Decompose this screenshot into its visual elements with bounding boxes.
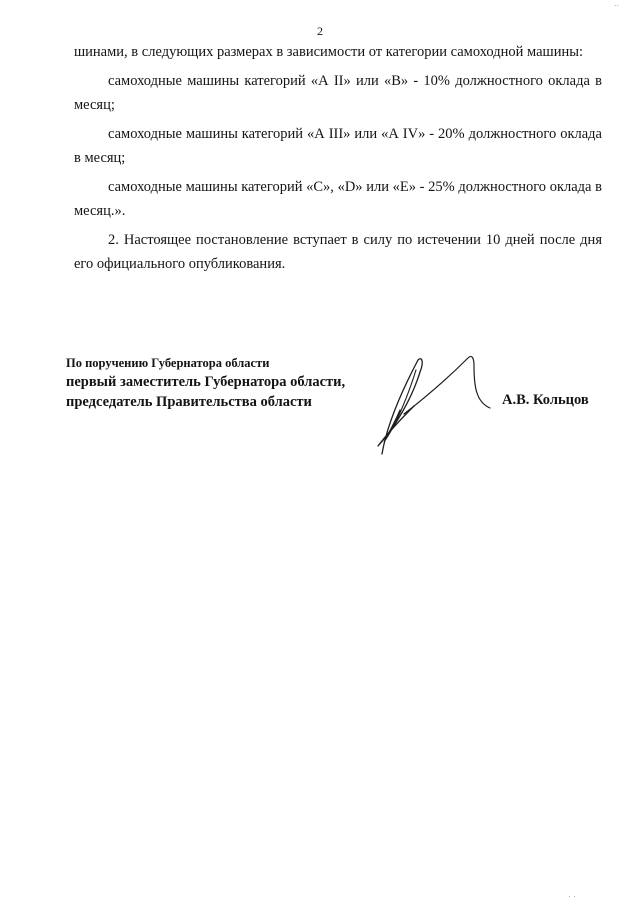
signature-stroke-inner <box>384 370 416 442</box>
signer-name: А.В. Кольцов <box>502 392 589 408</box>
scan-mark-top: .. <box>614 0 620 8</box>
document-body <box>74 40 602 277</box>
paragraph-category-a2-b: самоходные машины категорий «А II» или «В» - 10% должностного оклада в месяц; <box>74 72 602 113</box>
page-number: 2 <box>317 24 323 38</box>
signature-stroke-tail <box>404 356 490 414</box>
signer-position-2: председатель Правительства области <box>66 394 312 410</box>
scan-mark-bottom: . . <box>568 890 576 899</box>
signature-block <box>66 355 386 412</box>
paragraph-category-c-d-e: самоходные машины категорий «С», «D» или «Е» - 25% должностного оклада в месяц.». <box>74 178 602 219</box>
paragraph-effective-date: 2. Настоящее постановление вступает в силу по истечении 10 дней после дня его официального опубликования. <box>74 231 602 272</box>
paragraph-category-a3-a4: самоходные машины категорий «А III» или «А IV» - 20% должностного оклада в месяц; <box>74 125 602 166</box>
signature-authority: По поручению Губернатора области <box>66 356 270 370</box>
handwritten-signature <box>360 350 500 460</box>
paragraph-continuation: шинами, в следующих размерах в зависимости от категории самоходной машины: <box>74 44 584 60</box>
signer-position-1: первый заместитель Губернатора области, <box>66 374 346 390</box>
